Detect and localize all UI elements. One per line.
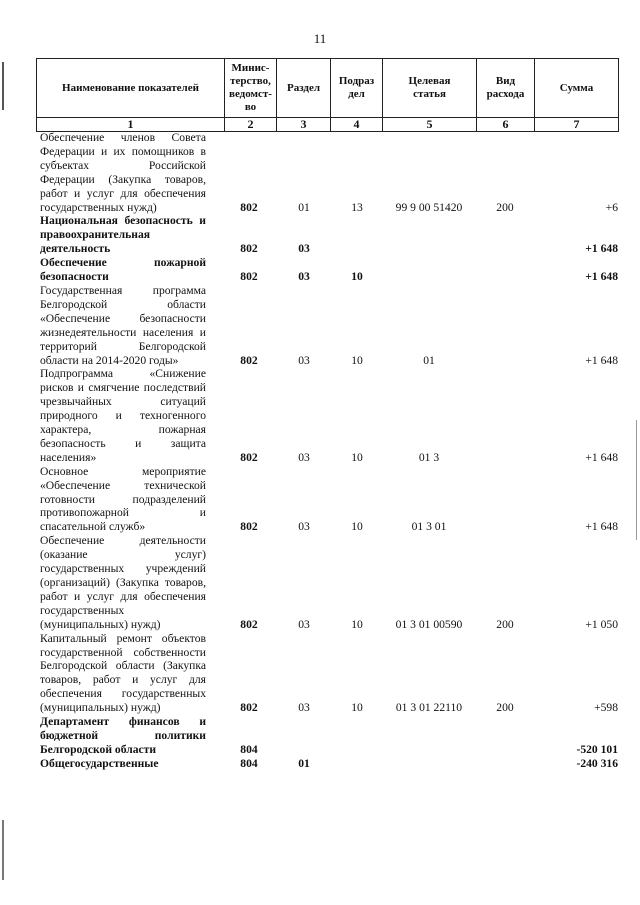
row-target: 01 3 01 22110 [395, 701, 463, 715]
header-subsection: Подраз дел [331, 59, 383, 118]
row-sum: +598 [594, 701, 618, 715]
row-name: Национальная безопасность и правоохранительная деятельность [40, 214, 206, 256]
row-sum: -240 316 [576, 756, 618, 770]
header-section: Раздел [277, 59, 331, 118]
row-ministry: 802 [240, 701, 258, 715]
row-sum: +1 648 [585, 242, 618, 256]
row-subsection: 10 [351, 353, 363, 367]
header-num: 4 [331, 118, 383, 132]
row-sum: -520 101 [576, 742, 618, 756]
row-expense: 200 [496, 701, 514, 715]
row-section: 03 [298, 270, 310, 284]
margin-mark [636, 420, 637, 540]
row-sum: +1 050 [585, 617, 618, 631]
header-target: Целевая статья [383, 59, 477, 118]
row-name: Общегосударственные [40, 756, 159, 770]
row-section: 03 [298, 701, 310, 715]
row-section: 03 [298, 617, 310, 631]
header-ministry: Минис- терство, ведомст- во [225, 59, 277, 118]
row-name: Основное мероприятие «Обеспечение технической готовности подразделений противопожарной и спасательной служб» [40, 464, 206, 534]
row-subsection: 10 [351, 450, 363, 464]
header-num: 6 [477, 118, 535, 132]
row-name: Обеспечение членов Совета Федерации и их помощников в субъектах Российской Федерации (Закупка товаров, работ и услуг для обеспечения государственных нужд) [40, 131, 206, 214]
header-expense: Вид расхода [477, 59, 535, 118]
row-name: Департамент финансов и бюджетной политики Белгородской области [40, 715, 206, 756]
row-name: Обеспечение деятельности (оказание услуг) государственных учреждений (организаций) (Закупка товаров, работ и услуг для обеспечения государственных (муниципальных) нужд) [40, 534, 206, 631]
row-name: Подпрограмма «Снижение рисков и смягчение последствий чрезвычайных ситуаций природного и техногенного характера, пожарная безопасность и защита населения» [40, 367, 206, 464]
row-ministry: 802 [240, 617, 258, 631]
table-row [36, 214, 618, 256]
row-section: 01 [298, 756, 310, 770]
row-subsection: 10 [351, 270, 363, 284]
table-header [36, 58, 619, 132]
page-number: 11 [313, 31, 327, 46]
row-section: 01 [298, 200, 310, 214]
row-target: 01 3 01 00590 [395, 617, 463, 631]
table-row [36, 465, 618, 535]
table-row [36, 131, 618, 214]
margin-mark [2, 62, 4, 110]
header-name: Наименование показателей [37, 59, 225, 118]
table-row [36, 534, 618, 631]
row-subsection: 10 [351, 701, 363, 715]
row-section: 03 [298, 353, 310, 367]
header-num: 1 [37, 118, 225, 132]
table-row [36, 367, 618, 464]
margin-mark [2, 820, 4, 880]
row-sum: +1 648 [585, 450, 618, 464]
row-target: 01 3 [418, 450, 440, 464]
row-subsection: 10 [351, 520, 363, 534]
row-section: 03 [298, 450, 310, 464]
row-expense: 200 [496, 200, 514, 214]
row-ministry: 804 [240, 742, 258, 756]
row-name: Капитальный ремонт объектов государственной собственности Белгородской области (Закупка товаров, работ и услуг для обеспечения государственных (муниципальных) нужд) [40, 631, 206, 715]
row-ministry: 802 [240, 200, 258, 214]
row-target: 01 [423, 353, 435, 367]
row-name: Обеспечение пожарной безопасности [40, 256, 206, 284]
header-num: 3 [277, 118, 331, 132]
table-row [36, 757, 618, 771]
table-row [36, 256, 618, 284]
table-body [36, 131, 618, 771]
table-row [36, 284, 618, 367]
row-sum: +1 648 [585, 353, 618, 367]
row-sum: +1 648 [585, 520, 618, 534]
row-ministry: 802 [240, 270, 258, 284]
row-section: 03 [298, 520, 310, 534]
row-subsection: 10 [351, 617, 363, 631]
header-num: 5 [383, 118, 477, 132]
row-sum: +6 [605, 200, 618, 214]
row-ministry: 802 [240, 450, 258, 464]
header-sum: Сумма [535, 59, 619, 118]
header-num: 7 [535, 118, 619, 132]
row-expense: 200 [496, 617, 514, 631]
row-target: 01 3 01 [411, 520, 447, 534]
table-row [36, 715, 618, 757]
row-ministry: 802 [240, 520, 258, 534]
row-ministry: 804 [240, 756, 258, 770]
row-sum: +1 648 [585, 270, 618, 284]
header-num: 2 [225, 118, 277, 132]
row-ministry: 802 [240, 353, 258, 367]
row-target: 99 9 00 51420 [395, 200, 463, 214]
row-subsection: 13 [351, 200, 363, 214]
row-name: Государственная программа Белгородской области «Обеспечение безопасности жизнедеятельности населения и территорий Белгородской области на 2014-2020 годы» [40, 283, 206, 367]
row-section: 03 [298, 242, 310, 256]
table-row [36, 632, 618, 715]
row-ministry: 802 [240, 242, 258, 256]
